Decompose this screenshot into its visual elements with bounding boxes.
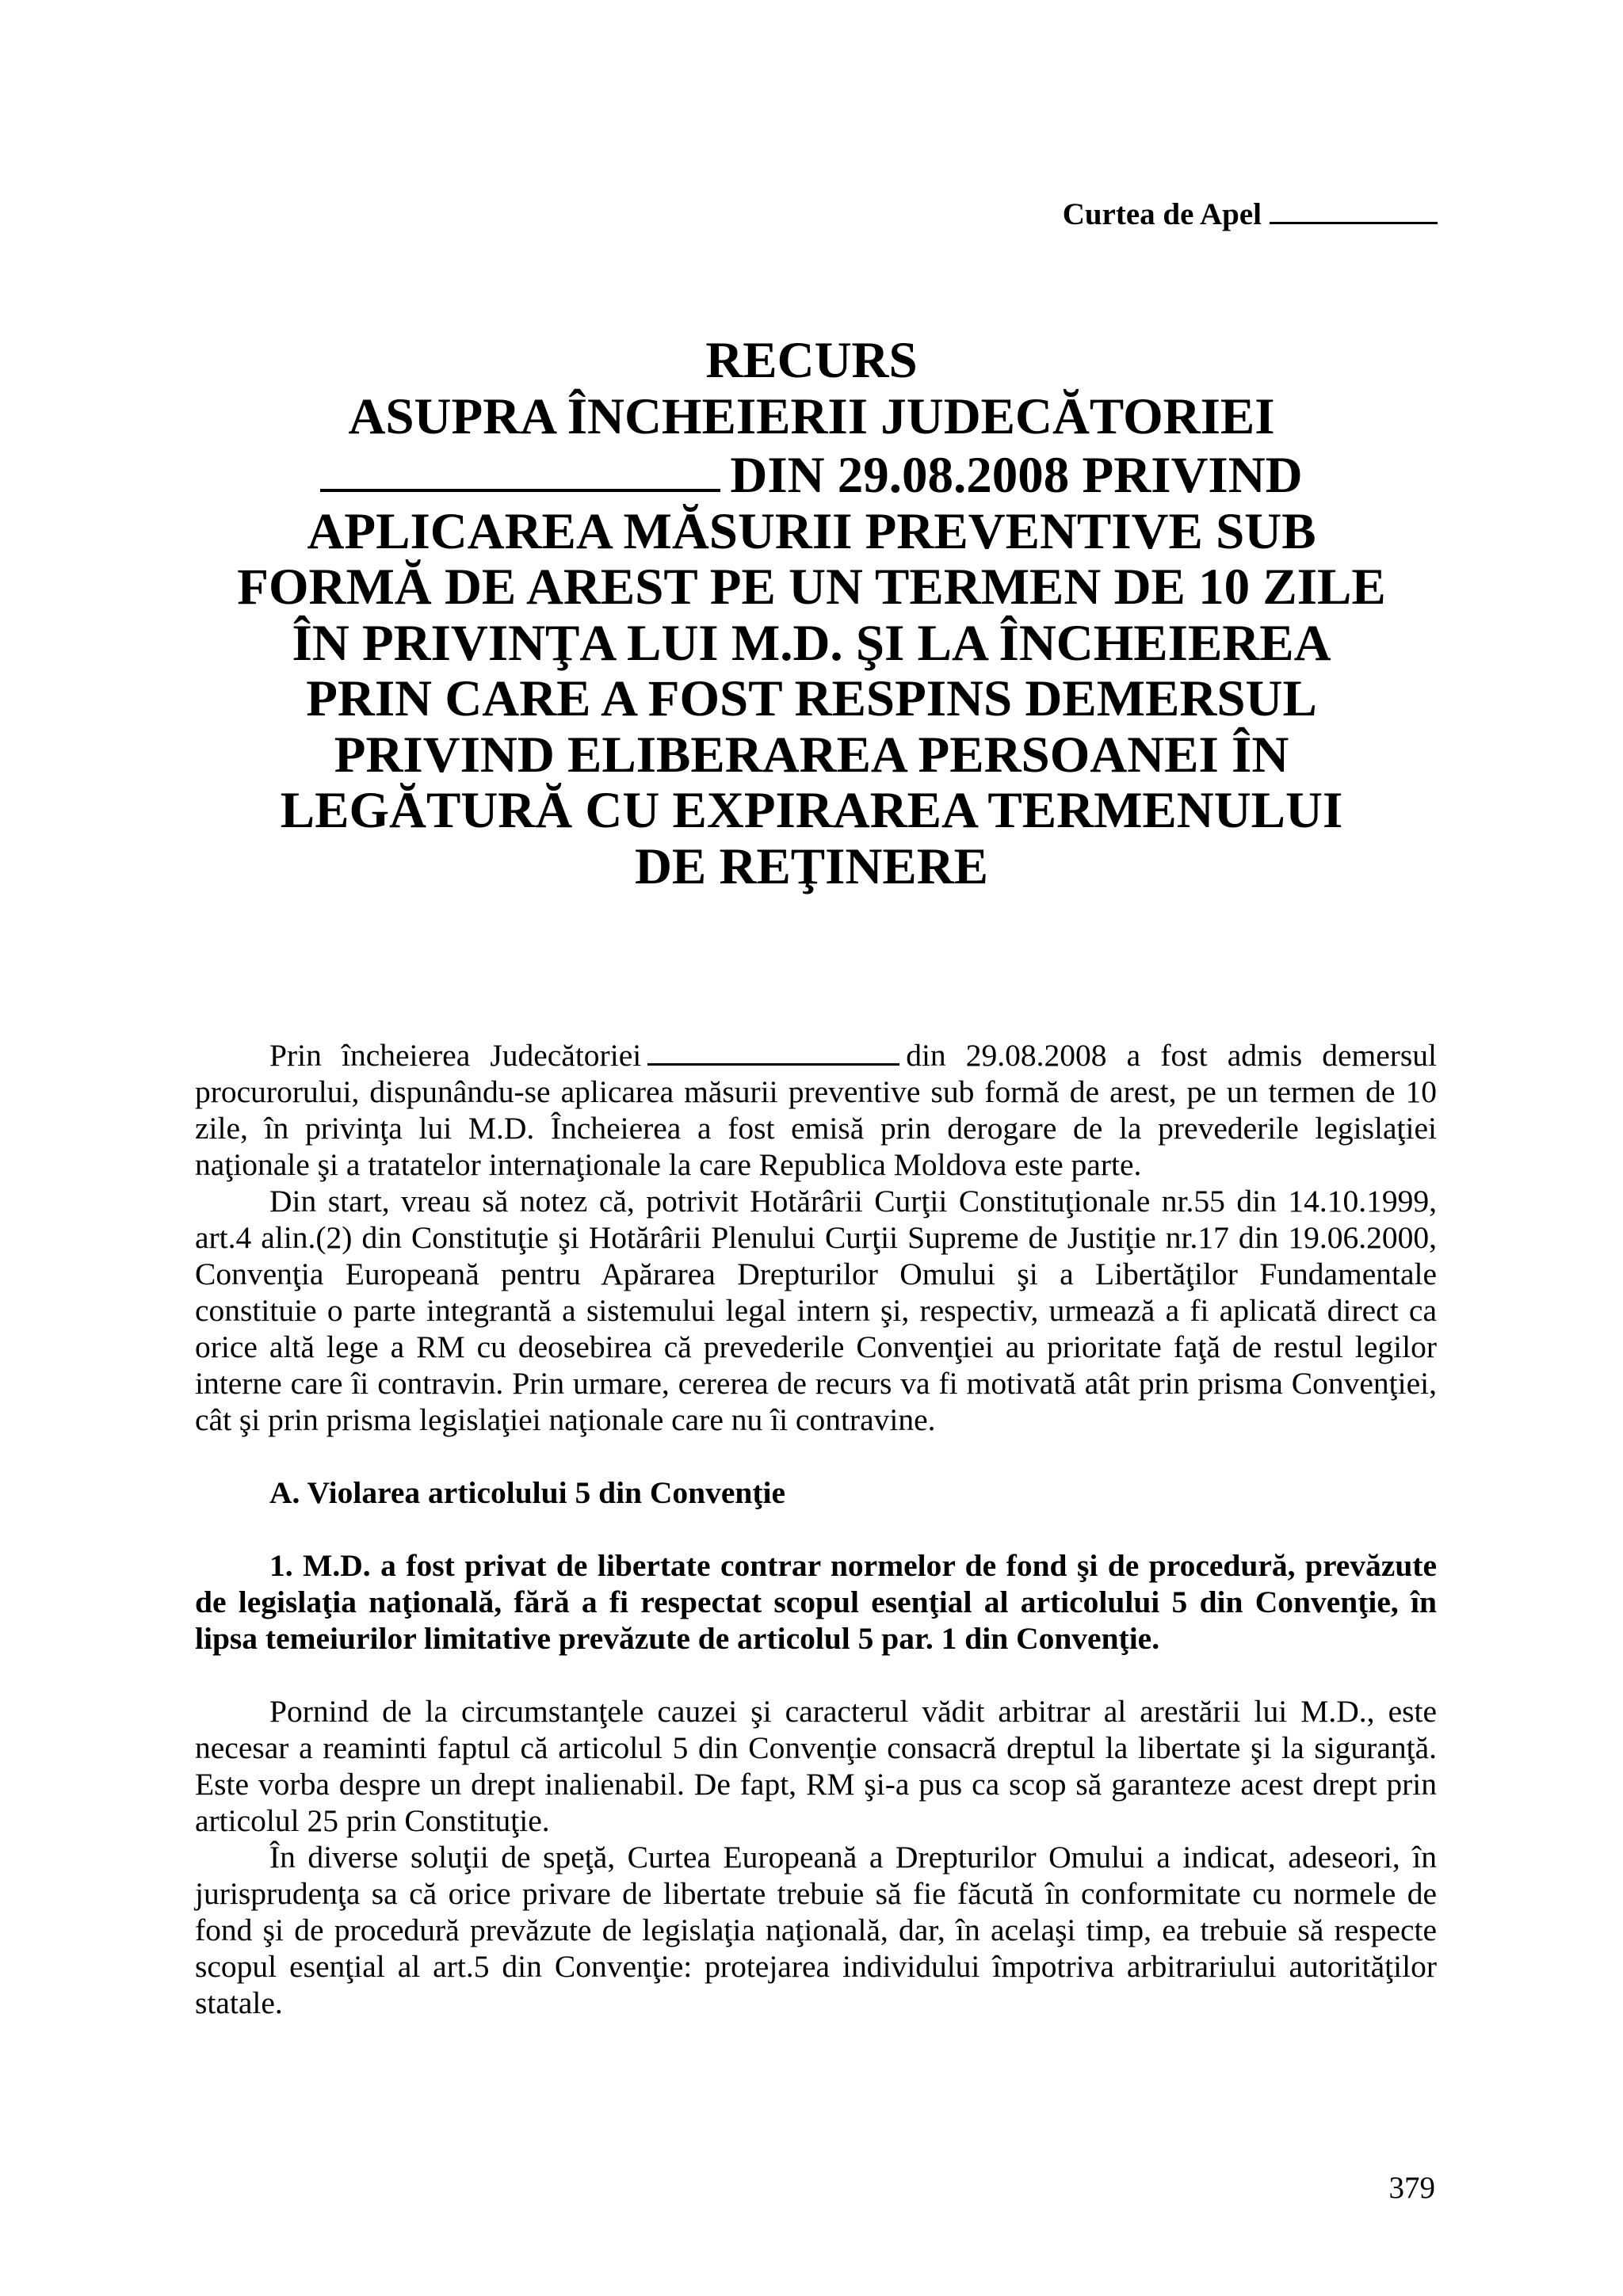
section-heading: A. Violarea articolului 5 din Convenţie (269, 1475, 786, 1510)
title-line: DE REŢINERE (634, 837, 989, 895)
spacer (195, 1511, 1437, 1547)
page-number: 379 (1388, 2171, 1435, 2205)
paragraph (195, 1036, 1437, 1183)
spacer (195, 1657, 1437, 1693)
title-line: RECURS (705, 332, 918, 389)
title-line (190, 444, 1433, 504)
title-line: APLICAREA MĂSURII PREVENTIVE SUB (307, 502, 1316, 560)
court-name-blank (320, 444, 720, 492)
title-line: PRIN CARE A FOST RESPINS DEMERSUL (306, 670, 1317, 727)
title-line: PRIVIND ELIBERAREA PERSOANEI ÎN (334, 726, 1289, 784)
document-body (195, 1036, 1437, 2021)
paragraph-rest: din 29.08.2008 a fost admis demersul procurorului, dispunându-se aplicarea măsurii preventive sub formă de arest, pe un termen de 10 zile, în privinţa lui M.D. Încheierea a fost emisă prin derogare de la prevederile legislaţiei naţionale şi a tratatelor internaţionale la care Republica Moldova este parte. (195, 1038, 1437, 1182)
point-heading: 1. M.D. a fost privat de libertate contrar normelor de fond şi de procedură, prevăzute de legislaţia naţională, fără a fi respectat scopul esenţial al articolului 5 din Convenţie, în lipsa temeiurilor limitative prevăzute de articolul 5 par. 1 din Convenţie. (195, 1548, 1437, 1656)
paragraph: În diverse soluţii de speţă, Curtea Europeană a Drepturilor Omului a indicat, adeseori, în jurisprudenţa sa că orice privare de libertate trebuie să fie făcută în conformitate cu normele de fond şi de procedură prevăzute de legislaţia naţională, dar, în acelaşi timp, ea trebuie să respecte scopul esenţial al art.5 din Convenţie: protejarea individului împotriva arbitrariului autorităţilor statale. (195, 1840, 1437, 2020)
title-line-text: DIN 29.08.2008 PRIVIND (730, 447, 1303, 504)
court-name-blank (1270, 193, 1438, 224)
document-title (190, 333, 1433, 894)
paragraph: Pornind de la circumstanţele cauzei şi caracterul vădit arbitrar al arestării lui M.D., este necesar a reaminti faptul că articolul 5 din Convenţie consacră dreptul la libertate şi la siguranţă. Este vorba despre un drept inalienabil. De fapt, RM şi-a pus ca scop să garanteze acest drept prin articolul 25 prin Constituţie. (195, 1694, 1437, 1838)
paragraph: Din start, vreau să notez că, potrivit Hotărârii Curţii Constituţionale nr.55 din 14.10.1999, art.4 alin.(2) din Constituţie şi Hotărârii Plenului Curţii Supreme de Justiţie nr.17 din 19.06.2000, Convenţia Europeană pentru Apărarea Drepturilor Omului şi a Libertăţilor Fundamentale constituie o parte integrantă a sistemului legal intern şi, respectiv, urmează a fi aplicată direct ca orice altă lege a RM cu deosebirea că prevederile Convenţiei au prioritate faţă de restul legilor interne care îi contravin. Prin urmare, cererea de recurs va fi motivată atât prin prisma Convenţiei, cât şi prin prisma legislaţiei naţionale care nu îi contravine. (195, 1184, 1437, 1437)
title-line: FORMĂ DE AREST PE UN TERMEN DE 10 ZILE (237, 559, 1386, 616)
title-line: ASUPRA ÎNCHEIERII JUDECĂTORIEI (348, 387, 1275, 445)
title-line: ÎN PRIVINŢA LUI M.D. ŞI LA ÎNCHEIEREA (292, 614, 1331, 672)
court-header (1063, 193, 1438, 234)
title-line: LEGĂTURĂ CU EXPIRAREA TERMENULUI (280, 782, 1343, 839)
spacer (195, 1438, 1437, 1474)
court-name-blank (647, 1036, 899, 1066)
court-label: Curtea de Apel (1062, 197, 1262, 231)
paragraph-start: Prin încheierea Judecătoriei (269, 1038, 642, 1073)
